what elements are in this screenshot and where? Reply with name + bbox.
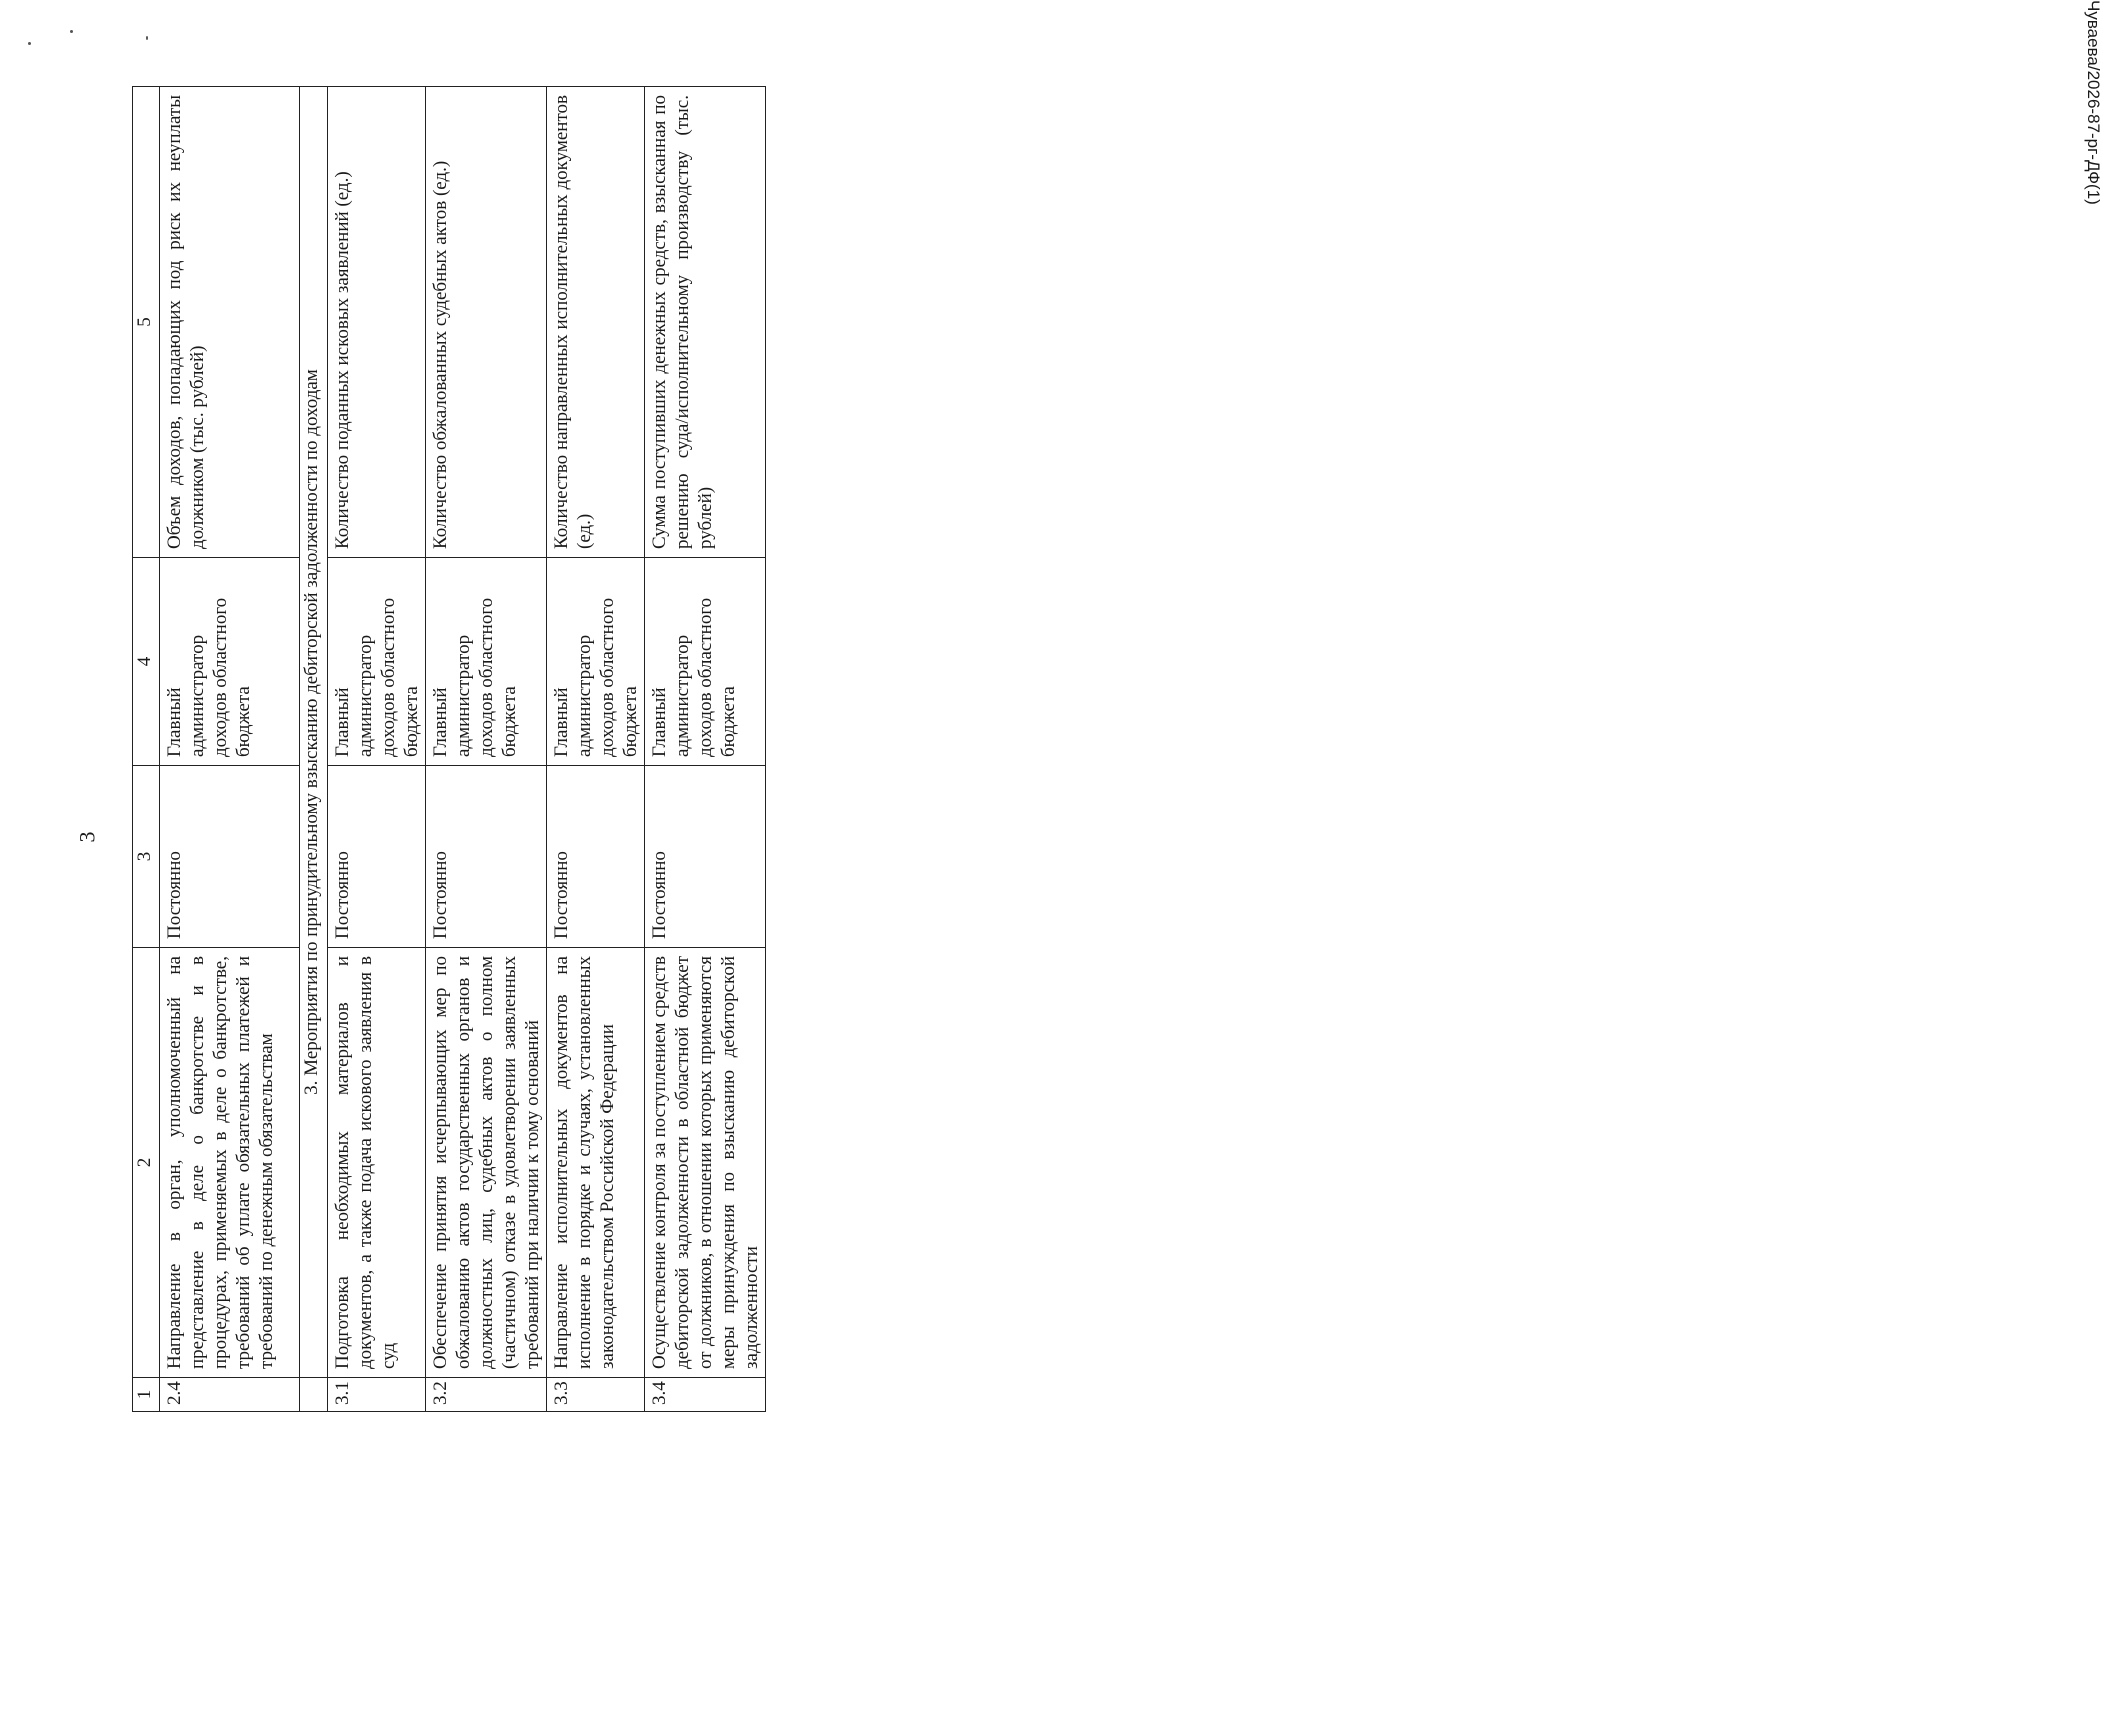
row-number: 2.4 xyxy=(160,1378,300,1412)
row-responsible: Главный администратор доходов областного бюджета xyxy=(426,558,547,766)
scan-speck xyxy=(146,36,148,40)
table-row xyxy=(426,87,547,1412)
row-period: Постоянно xyxy=(328,766,426,948)
section-row xyxy=(300,87,328,1412)
header-col-4: 4 xyxy=(133,558,160,766)
table-row xyxy=(645,87,766,1412)
row-responsible: Главный администратор доходов областного бюджета xyxy=(645,558,766,766)
row-number: 3.2 xyxy=(426,1378,547,1412)
rotated-table-container xyxy=(132,87,762,1412)
table-row xyxy=(547,87,645,1412)
row-indicator: Количество поданных исковых заявлений (ед.) xyxy=(328,87,426,558)
measures-table xyxy=(132,86,766,1412)
row-number: 3.1 xyxy=(328,1378,426,1412)
row-number: 3.3 xyxy=(547,1378,645,1412)
row-period: Постоянно xyxy=(160,766,300,948)
table-row xyxy=(160,87,300,1412)
header-col-5: 5 xyxy=(133,87,160,558)
row-period: Постоянно xyxy=(645,766,766,948)
row-responsible: Главный администратор доходов областного бюджета xyxy=(547,558,645,766)
row-indicator: Сумма поступивших денежных средств, взысканная по решению суда/исполнительному производству (тыс. рублей) xyxy=(645,87,766,558)
row-responsible: Главный администратор доходов областного бюджета xyxy=(160,558,300,766)
header-col-2: 2 xyxy=(133,948,160,1378)
header-col-3: 3 xyxy=(133,766,160,948)
table-row xyxy=(328,87,426,1412)
row-description: Направление исполнительных документов на исполнение в порядке и случаях, установленных законодательством Российской Федерации xyxy=(547,948,645,1378)
header-row xyxy=(133,87,160,1412)
row-period: Постоянно xyxy=(426,766,547,948)
row-period: Постоянно xyxy=(547,766,645,948)
row-indicator: Количество обжалованных судебных актов (ед.) xyxy=(426,87,547,558)
header-col-1: 1 xyxy=(133,1378,160,1412)
row-indicator: Объем доходов, попадающих под риск их неуплаты должником (тыс. рублей) xyxy=(160,87,300,558)
row-description: Подготовка необходимых материалов и документов, а также подача искового заявления в суд xyxy=(328,948,426,1378)
page-number: 3 xyxy=(74,831,100,843)
row-number: 3.4 xyxy=(645,1378,766,1412)
row-responsible: Главный администратор доходов областного бюджета xyxy=(328,558,426,766)
row-description: Обеспечение принятия исчерпывающих мер по обжалованию актов государственных органов и должностных лиц, судебных актов о полном (частичном) отказе в удовлетворении заявленных требований при наличии к тому оснований xyxy=(426,948,547,1378)
section-title: 3. Мероприятия по принудительному взысканию дебиторской задолженности по доходам xyxy=(300,87,328,1378)
section-number-cell xyxy=(300,1378,328,1412)
row-description: Направление в орган, уполномоченный на представление в деле о банкротстве и в процедурах, применяемых в деле о банкротстве, требований об уплате обязательных платежей и требований по денежным обязательствам xyxy=(160,948,300,1378)
row-indicator: Количество направленных исполнительных документов (ед.) xyxy=(547,87,645,558)
scan-speck xyxy=(70,30,73,33)
document-code: Чуваева/2026-87-рг-ДФ(1) xyxy=(2084,0,2103,205)
scan-speck xyxy=(28,42,31,45)
row-description: Осуществление контроля за поступлением средств дебиторской задолженности в областной бюджет от должников, в отношении которых применяются меры принуждения по взысканию дебиторской задолженности xyxy=(645,948,766,1378)
